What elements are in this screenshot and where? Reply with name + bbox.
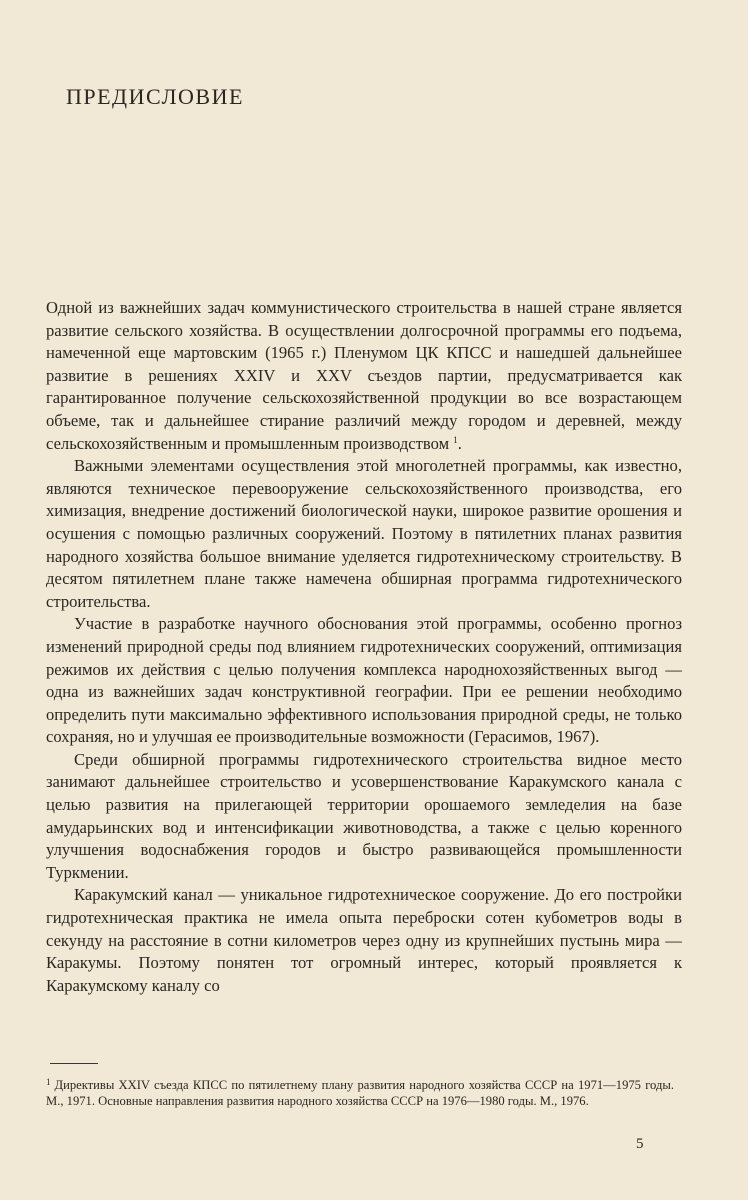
footnote-divider	[50, 1063, 98, 1064]
footnote-mark: 1	[46, 1077, 51, 1087]
main-text	[46, 297, 682, 997]
chapter-heading: ПРЕДИСЛОВИЕ	[66, 84, 244, 109]
footnote-reference: 1	[453, 434, 458, 445]
paragraph-1: Одной из важнейших задач коммунистического строительства в нашей стране является развитие сельского хозяйства. В осуществлении долгосрочной программы его подъема, намеченной еще мартовским (1965 г.) Пленумом ЦК КПСС и нашедшей дальнейшее развитие в решениях XXIV и XXV съездов партии, предусматривается как гарантированное получение сельскохозяйственной продукции во все возрастающем объеме, так и дальнейшее стирание различий между городом и деревней, между сельскохозяйственным и промышленным производством $^1$.	[46, 298, 682, 453]
footnote-text: Директивы XXIV съезда КПСС по пятилетнему плану развития народного хозяйства СССР на 1971—1975 годы. М., 1971. Основные направления развития народного хозяйства СССР на 1976—1980 годы. М., 1976.	[46, 1078, 674, 1108]
paragraph-3: Участие в разработке научного обоснования этой программы, особенно прогноз изменений природной среды под влиянием гидротехнических сооружений, оптимизация режимов их действия с целью получения комплекса народнохозяйственных выгод — одна из важнейших задач конструктивной географии. При ее решении необходимо определить пути максимально эффективного использования природной среды, не только сохраняя, но и улучшая ее производительные возможности (Герасимов, 1967).	[46, 614, 682, 747]
paragraph-2: Важными элементами осуществления этой многолетней программы, как известно, являются техническое перевооружение сельскохозяйственного производства, его химизация, внедрение достижений биологической науки, широкое развитие орошения и осушения с помощью различных сооружений. Поэтому в пятилетних планах развития народного хозяйства большое внимание уделяется гидротехническому строительству. В десятом пятилетнем плане также намечена обширная программа гидротехнического строительства.	[46, 456, 682, 611]
page-number: 5	[636, 1136, 644, 1152]
paragraph-1-text: Одной из важнейших задач коммунистического строительства в нашей стране является развитие сельского хозяйства. В осуществлении долгосрочной программы его подъема, намеченной еще мартовским (1965 г.) Пленумом ЦК КПСС и нашедшей дальнейшее развитие в решениях XXIV и XXV съездов партии, предусматривается как гарантированное получение сельскохозяйственной продукции во все возрастающем объеме, так и дальнейшее стирание различий между городом и деревней, между сельскохозяйственным и промышленным производством	[46, 298, 682, 453]
footnote	[46, 1074, 674, 1109]
paragraph-5: Каракумский канал — уникальное гидротехническое сооружение. До его постройки гидротехническая практика не имела опыта переброски сотен кубометров воды в секунду на расстояние в сотни километров через одну из крупнейших пустынь мира — Каракумы. Поэтому понятен тот огромный интерес, который проявляется к Каракумскому каналу со	[46, 885, 682, 995]
paragraph-4: Среди обширной программы гидротехнического строительства видное место занимают дальнейшее строительство и усовершенствование Каракумского канала с целью развития на прилегающей территории орошаемого земледелия на базе амударьинских вод и интенсификации животноводства, а также с целью коренного улучшения водоснабжения городов и быстро развивающейся промышленности Туркмении.	[46, 749, 682, 882]
